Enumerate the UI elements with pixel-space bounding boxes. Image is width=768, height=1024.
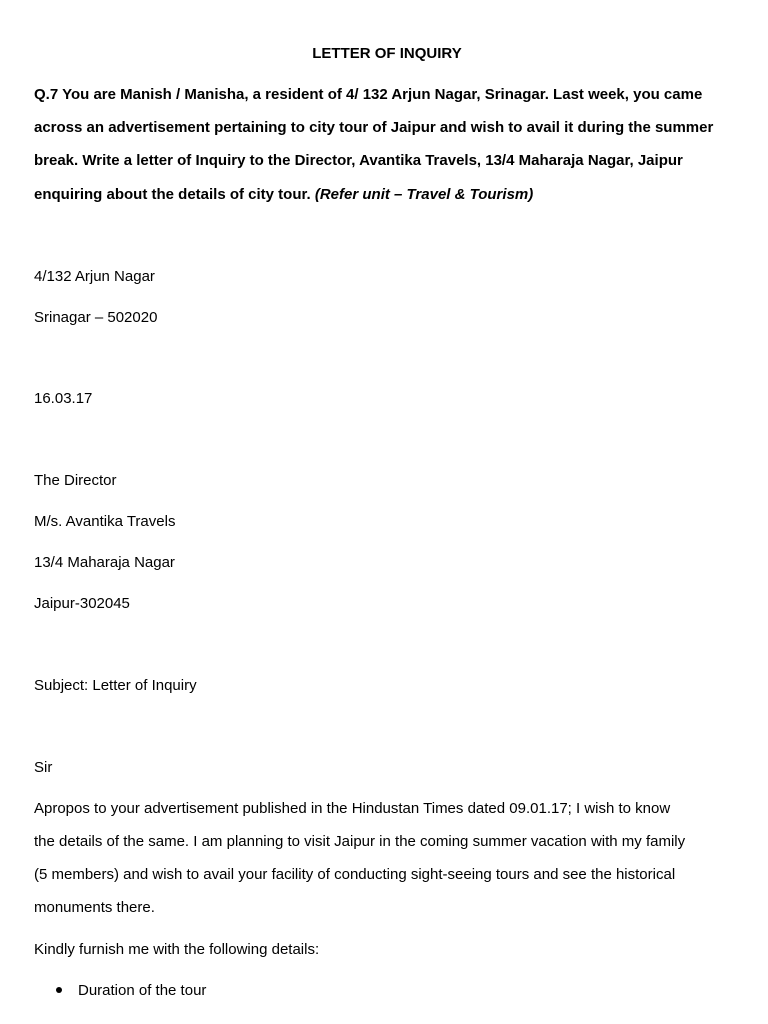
question-line-1: Q.7 You are Manish / Manisha, a resident of 4/ 132 Arjun Nagar, Srinagar. Last week, you came (34, 86, 703, 103)
question-line-4 (34, 186, 533, 204)
receiver-line-1: The Director (34, 472, 117, 489)
body-paragraph-2: Kindly furnish me with the following details: (34, 941, 320, 958)
question-line-2: across an advertisement pertaining to city tour of Jaipur and wish to avail it during the summer (34, 119, 714, 136)
letter-subject: Subject: Letter of Inquiry (34, 677, 197, 694)
body-line-2: the details of the same. I am planning to visit Jaipur in the coming summer vacation with my family (34, 833, 686, 850)
bullet-icon (56, 987, 62, 993)
sender-address-line-2: Srinagar – 502020 (34, 309, 158, 326)
list-item (56, 982, 206, 1000)
receiver-line-3: 13/4 Maharaja Nagar (34, 554, 175, 571)
body-line-4: monuments there. (34, 899, 155, 916)
sender-address-line-1: 4/132 Arjun Nagar (34, 268, 155, 285)
body-line-3: (5 members) and wish to avail your facility of conducting sight-seeing tours and see the historical (34, 866, 676, 883)
letter-salutation: Sir (34, 759, 53, 776)
document-title: LETTER OF INQUIRY (312, 45, 462, 62)
receiver-line-4: Jaipur-302045 (34, 595, 130, 612)
question-reference: (Refer unit – Travel & Tourism) (314, 186, 534, 203)
body-line-1: Apropos to your advertisement published in the Hindustan Times dated 09.01.17; I wish to know (34, 800, 671, 817)
question-line-4-text: enquiring about the details of city tour. (34, 186, 315, 203)
receiver-line-2: M/s. Avantika Travels (34, 513, 176, 530)
list-item-text: Duration of the tour (78, 982, 207, 999)
letter-date: 16.03.17 (34, 390, 93, 407)
question-line-3: break. Write a letter of Inquiry to the Director, Avantika Travels, 13/4 Maharaja Nagar, Jaipur (34, 152, 683, 169)
